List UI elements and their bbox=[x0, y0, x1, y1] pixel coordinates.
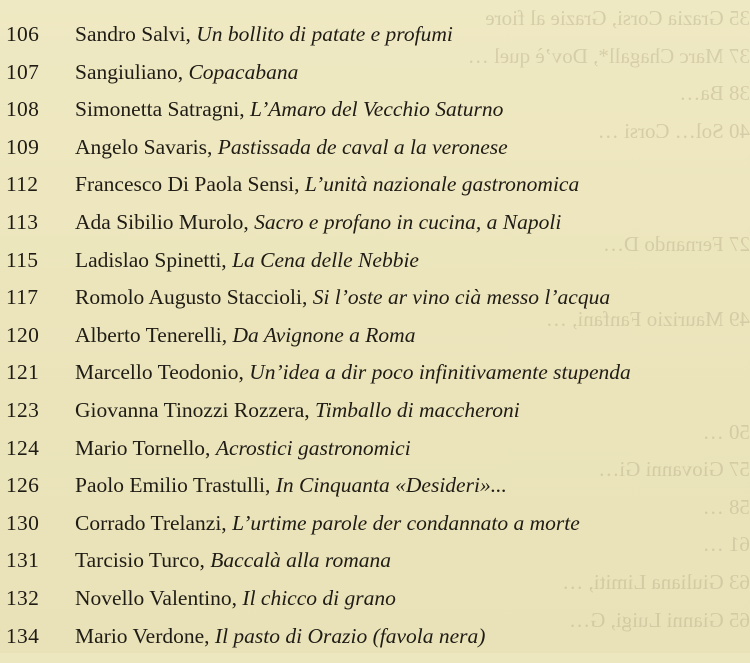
page-number: 123 bbox=[6, 400, 39, 422]
page-number: 120 bbox=[6, 325, 39, 347]
page-number: 134 bbox=[6, 626, 39, 648]
author-name: Alberto Tenerelli, bbox=[75, 323, 233, 347]
toc-entry bbox=[6, 362, 750, 400]
author-name: Giovanna Tinozzi Rozzera, bbox=[75, 398, 315, 422]
entry-text bbox=[75, 174, 579, 196]
entry-text bbox=[75, 325, 415, 347]
work-title: In Cinquanta «Desideri»... bbox=[276, 473, 507, 497]
page-number: 130 bbox=[6, 513, 39, 535]
entry-text bbox=[75, 287, 610, 309]
author-name: Marcello Teodonio, bbox=[75, 360, 249, 384]
bleed-through-line: 50 … bbox=[560, 414, 750, 452]
page-number: 109 bbox=[6, 137, 39, 159]
bleed-through-line: 63 Giuliana Limiti, … bbox=[560, 564, 750, 602]
page-number: 126 bbox=[6, 475, 39, 497]
page-number: 115 bbox=[6, 250, 38, 272]
entry-text bbox=[75, 588, 396, 610]
toc-entry bbox=[6, 513, 750, 551]
bleed-through-line: 65 Gianni Luigi, G… bbox=[560, 602, 750, 640]
page-number: 107 bbox=[6, 62, 39, 84]
work-title: Il chicco di grano bbox=[242, 586, 395, 610]
work-title: Acrostici gastronomici bbox=[216, 436, 411, 460]
author-name: Sangiuliano, bbox=[75, 60, 188, 84]
work-title: Un bollito di patate e profumi bbox=[196, 22, 453, 46]
author-name: Romolo Augusto Staccioli, bbox=[75, 285, 313, 309]
work-title: L’urtime parole der condannato a morte bbox=[232, 511, 580, 535]
toc-entry bbox=[6, 137, 750, 175]
entry-text bbox=[75, 362, 631, 384]
bleed-through-line: 49 Maurizio Fanfani, … bbox=[560, 301, 750, 339]
work-title: Da Avignone a Roma bbox=[233, 323, 416, 347]
author-name: Tarcisio Turco, bbox=[75, 548, 210, 572]
table-of-contents bbox=[6, 24, 750, 663]
entry-text bbox=[75, 24, 453, 46]
work-title: Pastissada de caval a la veronese bbox=[218, 135, 508, 159]
toc-entry bbox=[6, 250, 750, 288]
entry-text bbox=[75, 475, 507, 497]
toc-entry bbox=[6, 212, 750, 250]
entry-text bbox=[75, 62, 298, 84]
entry-text bbox=[75, 626, 485, 648]
work-title: L’Amaro del Vecchio Saturno bbox=[250, 97, 503, 121]
entry-text bbox=[75, 250, 419, 272]
work-title: Baccalà alla romana bbox=[210, 548, 391, 572]
author-name: Corrado Trelanzi, bbox=[75, 511, 232, 535]
page-number: 131 bbox=[6, 550, 39, 572]
author-name: Simonetta Satragni, bbox=[75, 97, 250, 121]
entry-text bbox=[75, 438, 411, 460]
entry-text bbox=[75, 550, 391, 572]
entry-text bbox=[75, 212, 561, 234]
bleed-through-line: 35 Grazia Corsi, Grazie al fiore bbox=[560, 0, 750, 38]
toc-entry bbox=[6, 626, 750, 663]
work-title: La Cena delle Nebbie bbox=[232, 248, 419, 272]
entry-text bbox=[75, 400, 520, 422]
bleed-through-line: 57 Giovanni Gi… bbox=[560, 451, 750, 489]
bleed-through-line: 58 … bbox=[560, 489, 750, 527]
toc-entry bbox=[6, 325, 750, 363]
bleed-through-line: 61 … bbox=[560, 526, 750, 564]
toc-entry bbox=[6, 287, 750, 325]
toc-entry bbox=[6, 99, 750, 137]
toc-entry bbox=[6, 62, 750, 100]
author-name: Paolo Emilio Trastulli, bbox=[75, 473, 276, 497]
author-name: Sandro Salvi, bbox=[75, 22, 196, 46]
work-title: Copacabana bbox=[188, 60, 298, 84]
toc-entry bbox=[6, 24, 750, 62]
toc-entry bbox=[6, 174, 750, 212]
work-title: Il pasto di Orazio (favola nera) bbox=[215, 624, 486, 648]
author-name: Ladislao Spinetti, bbox=[75, 248, 232, 272]
bleed-through-line: 38 Ba… bbox=[560, 75, 750, 113]
author-name: Angelo Savaris, bbox=[75, 135, 218, 159]
page-number: 121 bbox=[6, 362, 39, 384]
work-title: L’unità nazionale gastronomica bbox=[305, 172, 579, 196]
work-title: Un’idea a dir poco infinitivamente stupenda bbox=[249, 360, 631, 384]
page-number: 124 bbox=[6, 438, 39, 460]
page-number: 108 bbox=[6, 99, 39, 121]
page-number: 106 bbox=[6, 24, 39, 46]
bleed-through-line: 27 Fernando D… bbox=[560, 226, 750, 264]
bleed-through-line: 40 Sol… Corsi … bbox=[560, 113, 750, 151]
page-number: 132 bbox=[6, 588, 39, 610]
page-number: 113 bbox=[6, 212, 38, 234]
entry-text bbox=[75, 137, 508, 159]
author-name: Ada Sibilio Murolo, bbox=[75, 210, 254, 234]
toc-entry bbox=[6, 550, 750, 588]
author-name: Novello Valentino, bbox=[75, 586, 242, 610]
toc-entry bbox=[6, 438, 750, 476]
page-number: 112 bbox=[6, 174, 38, 196]
work-title: Timballo di maccheroni bbox=[315, 398, 520, 422]
toc-entry bbox=[6, 588, 750, 626]
author-name: Mario Tornello, bbox=[75, 436, 216, 460]
work-title: Sacro e profano in cucina, a Napoli bbox=[254, 210, 561, 234]
toc-entry bbox=[6, 475, 750, 513]
toc-entry bbox=[6, 400, 750, 438]
author-name: Mario Verdone, bbox=[75, 624, 215, 648]
entry-text bbox=[75, 513, 580, 535]
page-number: 117 bbox=[6, 287, 38, 309]
bleed-through-line: 37 Marc Chagall*, Dov’è quel … bbox=[560, 38, 750, 76]
work-title: Si l’oste ar vino cià messo l’acqua bbox=[313, 285, 610, 309]
author-name: Francesco Di Paola Sensi, bbox=[75, 172, 305, 196]
entry-text bbox=[75, 99, 503, 121]
